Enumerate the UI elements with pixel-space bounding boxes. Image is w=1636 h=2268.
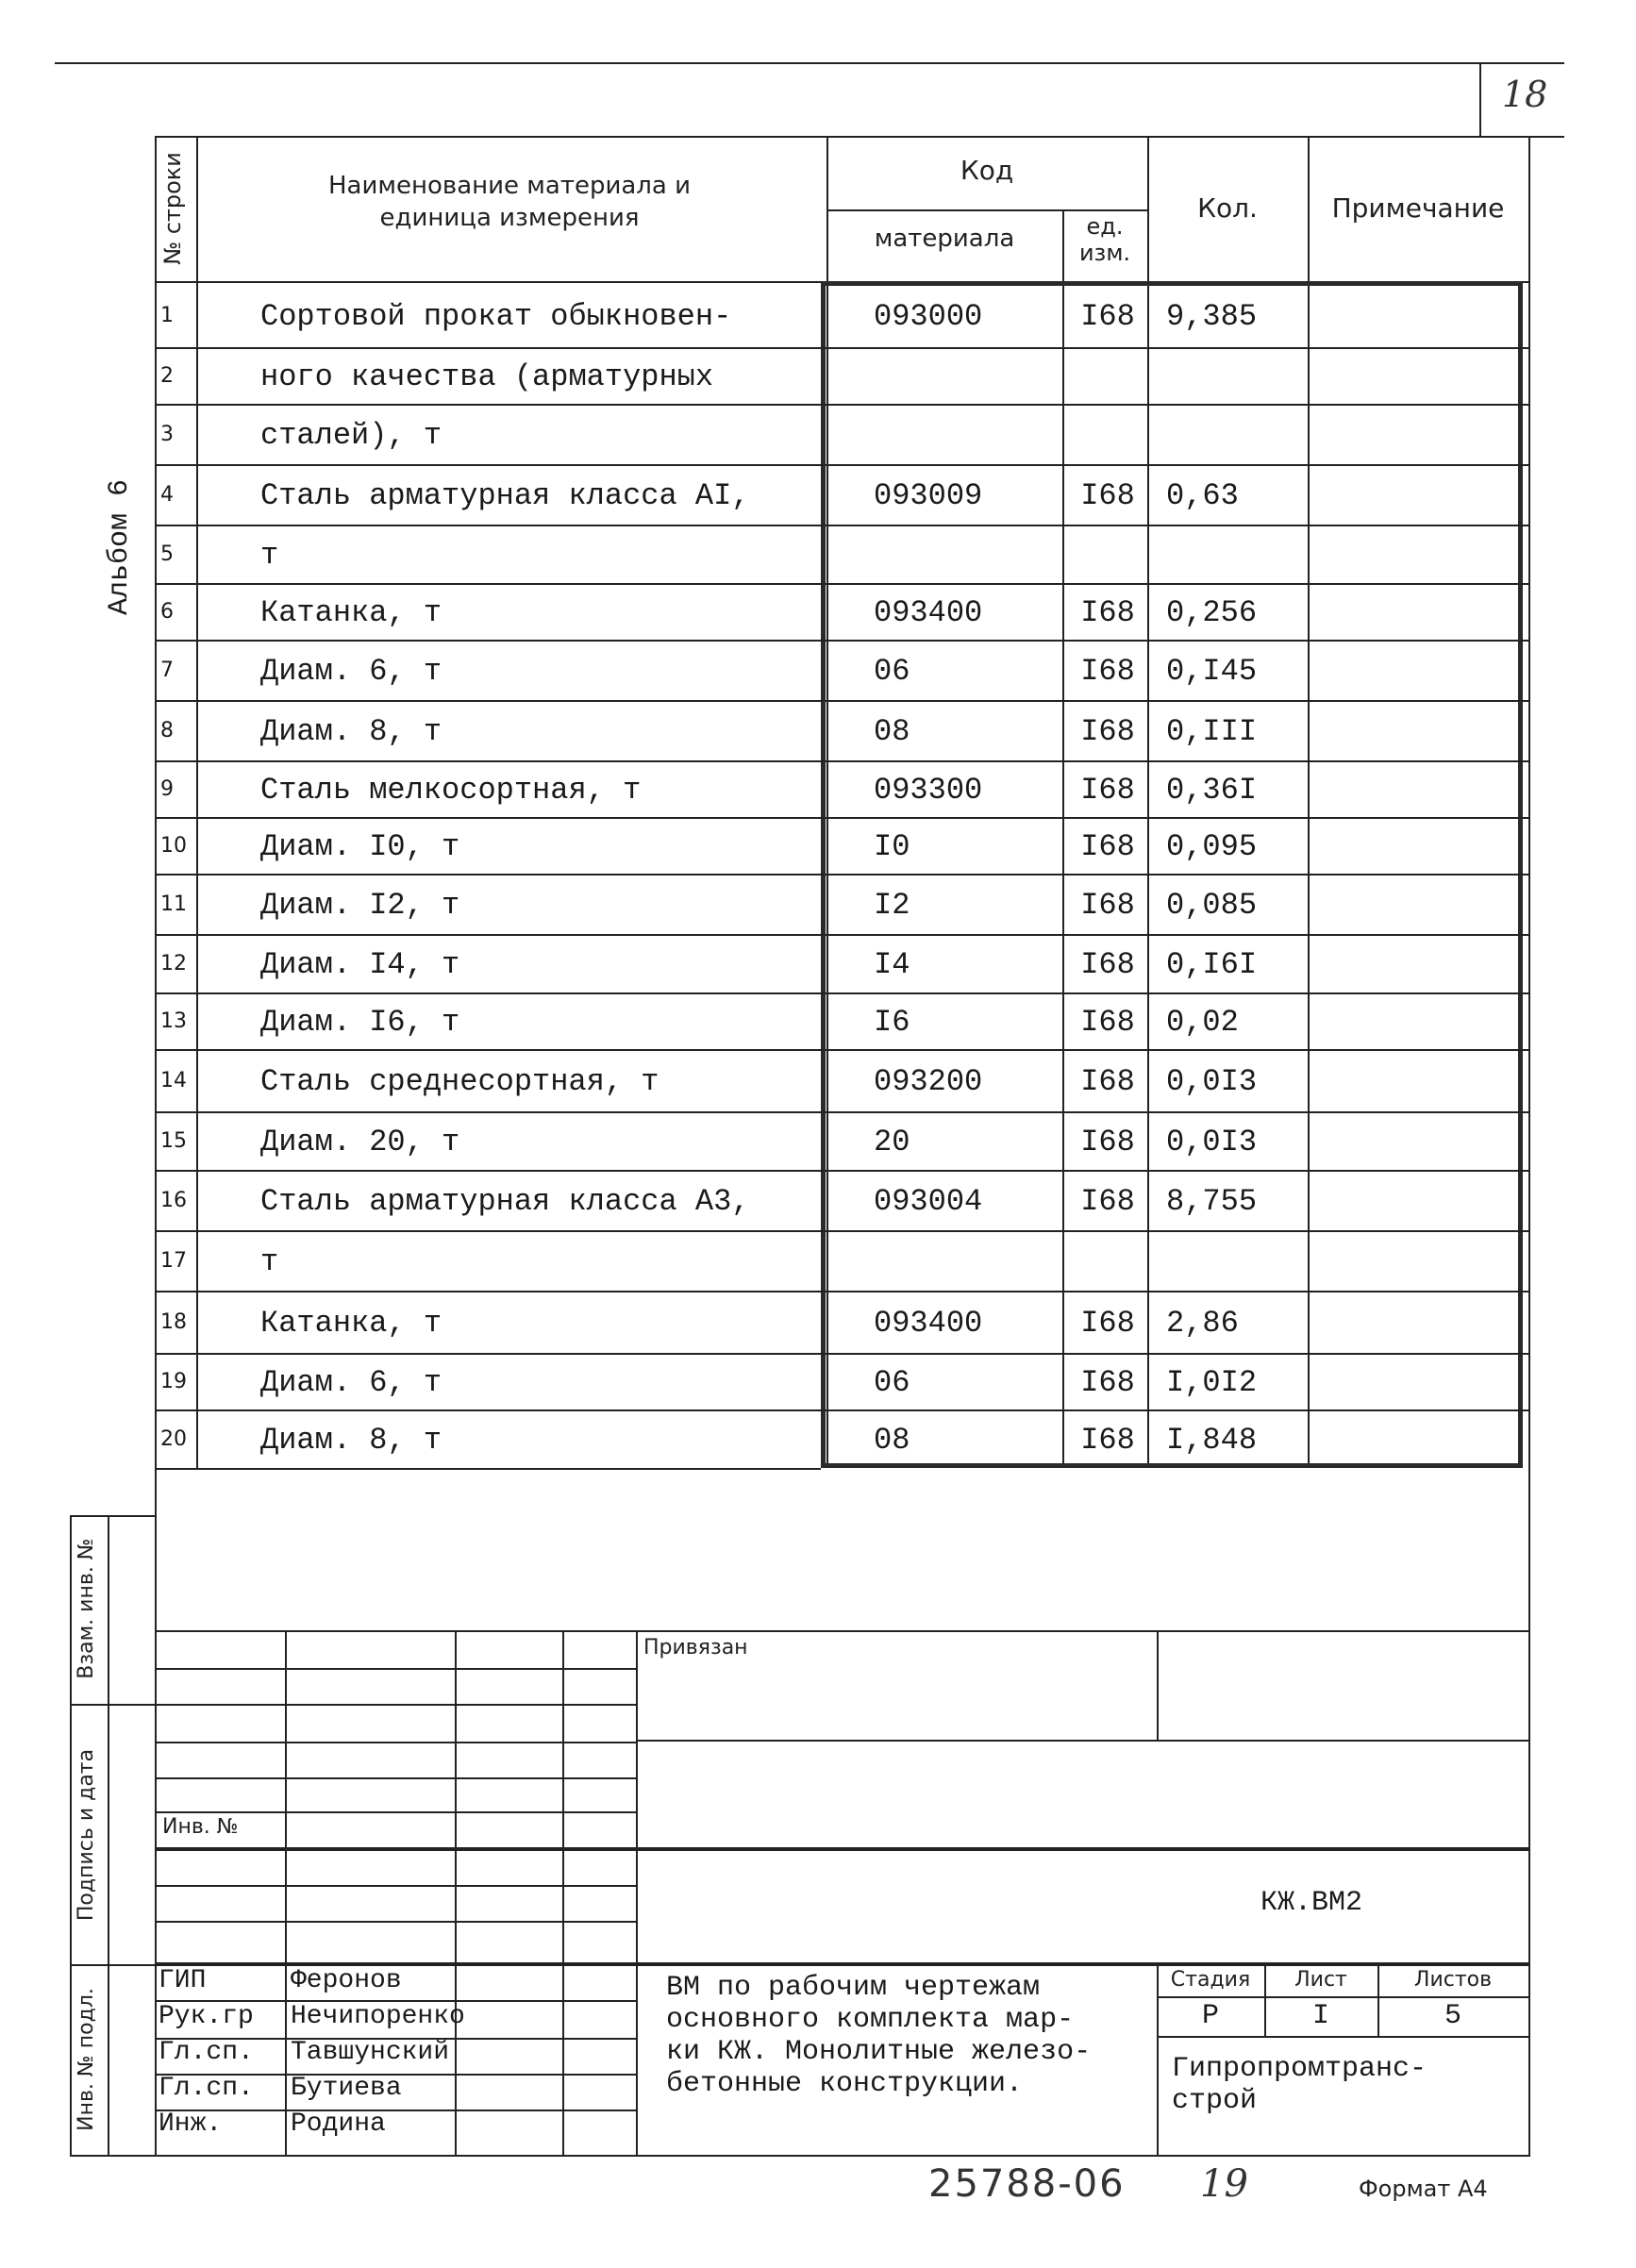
- row-number: 8: [160, 719, 174, 742]
- row-number: 19: [160, 1370, 187, 1393]
- row-divider: [155, 874, 1528, 876]
- row-quantity: 0,02: [1166, 1005, 1239, 1040]
- signer-role: Рук.гр: [159, 2002, 254, 2031]
- row-quantity: I,848: [1166, 1423, 1258, 1458]
- sheet-value: I: [1311, 2000, 1329, 2032]
- document-code: КЖ.ВМ2: [1260, 1887, 1363, 1919]
- signer-name: Бутиева: [291, 2074, 402, 2103]
- album-label: Альбом 6: [104, 478, 136, 616]
- signer-role: ГИП: [159, 1966, 207, 1995]
- row-divider: [155, 992, 1528, 994]
- signer-role: Гл.сп.: [159, 2038, 254, 2067]
- tb-stage-label-line: [1157, 1996, 1528, 1998]
- row-divider: [155, 640, 1528, 642]
- row-unit-code: I68: [1080, 1125, 1135, 1159]
- description-line: бетонные конструкции.: [666, 2068, 1024, 2100]
- row-material-code: 093004: [874, 1184, 983, 1219]
- sheets-label: Листов: [1413, 1968, 1493, 1992]
- row-material-name: Сталь среднесортная, т: [260, 1064, 659, 1099]
- row-unit-code: I68: [1080, 947, 1135, 982]
- signer-name: Феронов: [291, 1966, 402, 1995]
- stamp-inner-left: [108, 1515, 109, 2155]
- row-unit-code: I68: [1080, 773, 1135, 808]
- row-quantity: 0,256: [1166, 595, 1258, 630]
- row-unit-code: I68: [1080, 1306, 1135, 1341]
- header-note: Примечание: [1331, 192, 1505, 224]
- tb-row-line: [155, 1704, 636, 1706]
- row-material-name: т: [260, 1244, 279, 1279]
- row-material-code: 093009: [874, 478, 983, 513]
- tb-row-line: [155, 1921, 636, 1923]
- row-divider: [155, 1353, 1528, 1355]
- row-unit-code: I68: [1080, 714, 1135, 749]
- tb-row-line: [155, 1742, 636, 1743]
- row-number: 11: [160, 892, 187, 916]
- signer-role: Инж.: [159, 2110, 223, 2139]
- row-number: 12: [160, 952, 187, 976]
- row-quantity: 0,63: [1166, 478, 1239, 513]
- row-number: 1: [160, 304, 174, 327]
- header-qty: Кол.: [1197, 192, 1258, 224]
- row-material-code: 20: [874, 1125, 910, 1159]
- row-unit-code: I68: [1080, 478, 1135, 513]
- row-material-name: Диам. 6, т: [260, 654, 442, 689]
- row-unit-code: I68: [1080, 299, 1135, 334]
- row-material-code: 093000: [874, 299, 983, 334]
- row-divider: [155, 1409, 1528, 1411]
- row-number: 6: [160, 600, 174, 624]
- signer-name: Тавшунский: [291, 2038, 450, 2067]
- organization-name: [1172, 2053, 1427, 2117]
- row-material-name: Сталь мелкосортная, т: [260, 773, 642, 808]
- row-divider: [155, 760, 1528, 762]
- stamp-inv-podl: Инв. № подл.: [75, 1988, 98, 2131]
- tb-privyazan-right: [1157, 1630, 1159, 1740]
- row-material-name: Катанка, т: [260, 595, 442, 630]
- row-quantity: 0,085: [1166, 888, 1258, 923]
- description-line: основного комплекта мар-: [666, 2004, 1075, 2036]
- row-material-name: Диам. I6, т: [260, 1005, 460, 1040]
- row-quantity: 8,755: [1166, 1184, 1258, 1219]
- signer-role: Гл.сп.: [159, 2074, 254, 2103]
- header-unit-2: изм.: [1078, 240, 1131, 266]
- page-number: 19: [1200, 2162, 1248, 2206]
- col-divider-1: [196, 136, 198, 1468]
- row-divider: [155, 347, 1528, 349]
- stamp-vzam-inv: Взам. инв. №: [75, 1538, 98, 1679]
- row-divider: [155, 464, 1528, 466]
- top-rule: [55, 62, 1564, 64]
- row-divider: [155, 1111, 1528, 1113]
- row-material-name: Диам. I2, т: [260, 888, 460, 923]
- row-material-code: 093400: [874, 1306, 983, 1341]
- inv-no-label: Инв. №: [162, 1815, 239, 1839]
- row-number: 10: [160, 834, 187, 858]
- stamp-sep-1: [70, 1704, 157, 1706]
- row-material-name: Сортовой прокат обыкновен-: [260, 299, 732, 334]
- row-quantity: 2,86: [1166, 1306, 1239, 1341]
- frame-left: [155, 136, 157, 1515]
- org-line: строй: [1172, 2085, 1258, 2117]
- row-unit-code: I68: [1080, 1005, 1135, 1040]
- row-number: 18: [160, 1310, 187, 1334]
- row-unit-code: I68: [1080, 829, 1135, 864]
- stage-label: Стадия: [1170, 1968, 1251, 1992]
- tb-col-date: [636, 1630, 638, 2155]
- row-material-code: 06: [874, 1365, 910, 1400]
- row-unit-code: I68: [1080, 1423, 1135, 1458]
- frame-right: [1528, 136, 1530, 2155]
- row-unit-code: I68: [1080, 888, 1135, 923]
- format-label: Формат А4: [1359, 2176, 1488, 2202]
- row-unit-code: I68: [1080, 1064, 1135, 1099]
- row-material-name: Диам. I4, т: [260, 947, 460, 982]
- stamp-podpis-data: Подпись и дата: [75, 1748, 98, 1922]
- table-bottom-line: [155, 1468, 821, 1470]
- row-material-name: Сталь арматурная класса АI,: [260, 478, 750, 513]
- sheets-value: 5: [1444, 2000, 1461, 2032]
- row-divider: [155, 1049, 1528, 1051]
- row-material-name: Сталь арматурная класса А3,: [260, 1184, 750, 1219]
- tb-col-name: [455, 1630, 457, 2155]
- row-divider: [155, 583, 1528, 585]
- row-divider: [155, 817, 1528, 819]
- row-number: 3: [160, 423, 174, 446]
- description-line: ки КЖ. Монолитные железо-: [666, 2036, 1092, 2068]
- tb-row-line-thick: [155, 1847, 1528, 1851]
- tb-row-line: [155, 1811, 636, 1813]
- tb-privyazan-bottom: [636, 1740, 1528, 1742]
- tb-col-sig: [562, 1630, 564, 2155]
- row-quantity: 0,I45: [1166, 654, 1258, 689]
- stamp-top: [70, 1515, 157, 1517]
- tb-row-line: [155, 1668, 636, 1670]
- row-material-name: Диам. I0, т: [260, 829, 460, 864]
- tb-left: [155, 1515, 157, 2155]
- tb-row-line: [155, 1777, 636, 1779]
- signer-name: Нечипоренко: [291, 2002, 465, 2031]
- row-number: 5: [160, 542, 174, 566]
- row-material-name: Катанка, т: [260, 1306, 442, 1341]
- description-line: ВМ по рабочим чертежам: [666, 1972, 1041, 2004]
- row-quantity: 9,385: [1166, 299, 1258, 334]
- row-divider: [155, 525, 1528, 526]
- row-divider: [155, 934, 1528, 936]
- row-quantity: 0,0I3: [1166, 1064, 1258, 1099]
- row-number: 2: [160, 364, 174, 388]
- row-divider: [155, 1230, 1528, 1232]
- row-quantity: 0,0I3: [1166, 1125, 1258, 1159]
- row-quantity: 0,36I: [1166, 773, 1258, 808]
- row-material-code: 093300: [874, 773, 983, 808]
- row-divider: [155, 1170, 1528, 1172]
- stage-value: Р: [1201, 2000, 1219, 2032]
- sheet-label: Лист: [1294, 1968, 1347, 1992]
- row-divider: [155, 1291, 1528, 1292]
- row-material-name: т: [260, 538, 279, 573]
- row-number: 7: [160, 659, 174, 682]
- row-material-code: 093200: [874, 1064, 983, 1099]
- corner-sheet-number: 18: [1502, 74, 1548, 115]
- org-line: Гипропромтранс-: [1172, 2053, 1427, 2085]
- row-material-code: 06: [874, 654, 910, 689]
- code-split-line: [826, 209, 1147, 211]
- row-material-code: I0: [874, 829, 910, 864]
- row-number: 16: [160, 1189, 187, 1212]
- stamp-outer-left: [70, 1515, 72, 2155]
- row-quantity: 0,III: [1166, 714, 1258, 749]
- header-unit-1: ед.: [1086, 213, 1124, 240]
- row-quantity: 0,I6I: [1166, 947, 1258, 982]
- row-material-name: сталей), т: [260, 418, 442, 453]
- archive-number: 25788-06: [928, 2162, 1126, 2206]
- row-unit-code: I68: [1080, 1365, 1135, 1400]
- header-material: материала: [874, 225, 1015, 253]
- row-material-code: I2: [874, 888, 910, 923]
- corner-box-left: [1479, 62, 1481, 136]
- stamp-bottom: [70, 2155, 1530, 2157]
- row-material-code: 08: [874, 1423, 910, 1458]
- row-material-name: Диам. 20, т: [260, 1125, 460, 1159]
- row-number: 13: [160, 1009, 187, 1033]
- tb-top: [155, 1630, 1528, 1632]
- row-divider: [155, 404, 1528, 406]
- row-material-code: 08: [874, 714, 910, 749]
- row-quantity: 0,095: [1166, 829, 1258, 864]
- header-row-no: № строки: [159, 152, 186, 265]
- row-number: 15: [160, 1129, 187, 1153]
- tb-row-line: [155, 1885, 636, 1887]
- row-number: 14: [160, 1069, 187, 1092]
- row-divider: [155, 700, 1528, 702]
- row-number: 9: [160, 777, 174, 801]
- tb-row-line: [155, 2110, 636, 2111]
- row-material-name: Диам. 6, т: [260, 1365, 442, 1400]
- stamp-sep-2: [70, 1964, 157, 1966]
- row-material-name: ного качества (арматурных: [260, 359, 714, 394]
- row-material-code: I6: [874, 1005, 910, 1040]
- title-description: [666, 1972, 1091, 2100]
- row-unit-code: I68: [1080, 654, 1135, 689]
- row-number: 20: [160, 1427, 187, 1451]
- header-name: Наименование материала и единица измерения: [327, 172, 692, 232]
- row-material-code: I4: [874, 947, 910, 982]
- tb-col-role: [285, 1630, 287, 2155]
- signer-name: Родина: [291, 2110, 386, 2139]
- row-quantity: I,0I2: [1166, 1365, 1258, 1400]
- row-number: 17: [160, 1249, 187, 1273]
- row-material-name: Диам. 8, т: [260, 1423, 442, 1458]
- row-material-code: 093400: [874, 595, 983, 630]
- row-unit-code: I68: [1080, 595, 1135, 630]
- row-material-name: Диам. 8, т: [260, 714, 442, 749]
- privyazan-label: Привязан: [643, 1636, 748, 1659]
- row-unit-code: I68: [1080, 1184, 1135, 1219]
- frame-top: [155, 136, 1564, 138]
- row-number: 4: [160, 483, 174, 507]
- header-code: Код: [960, 155, 1014, 186]
- tb-stage-value-line: [1157, 2036, 1528, 2038]
